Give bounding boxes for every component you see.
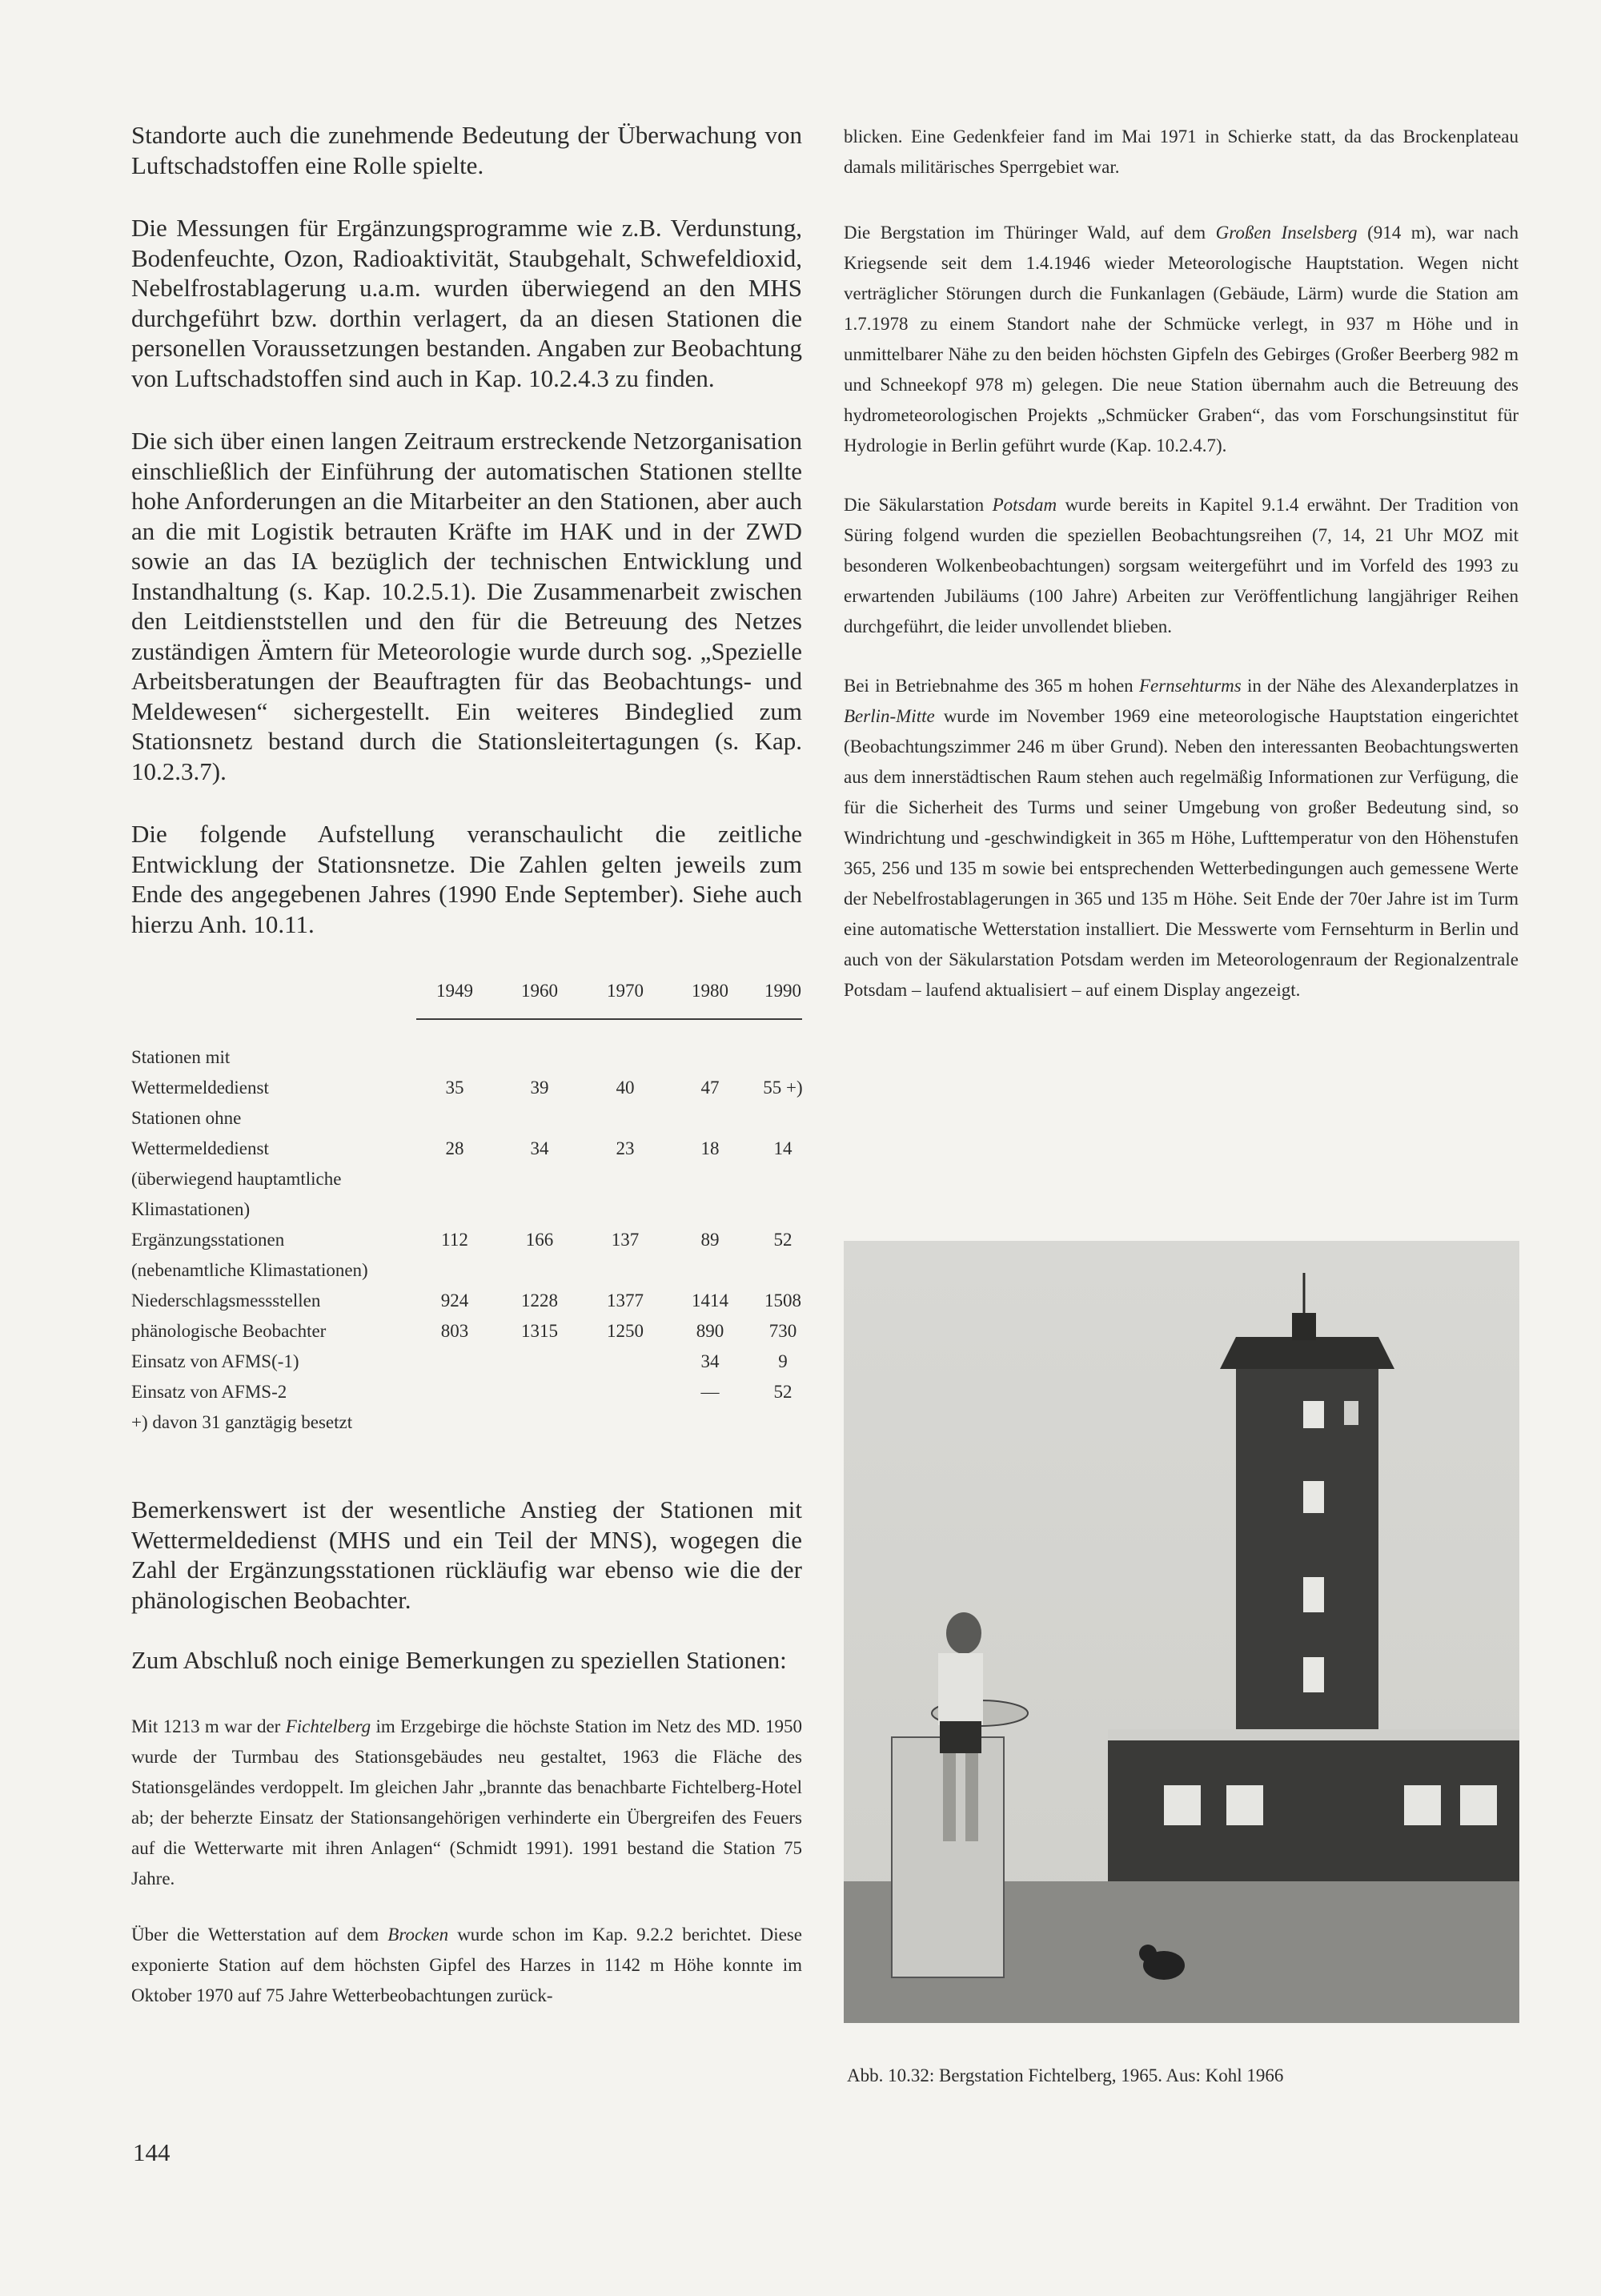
tower-window	[1303, 1577, 1324, 1612]
row-label: Einsatz von AFMS-2	[131, 1382, 287, 1402]
table-cell: 39	[530, 1078, 549, 1098]
figure-caption: Abb. 10.32: Bergstation Fichtelberg, 1965. Aus: Kohl 1966	[847, 2065, 1284, 2085]
paragraph	[131, 1712, 802, 1894]
table-cell: 166	[525, 1230, 554, 1250]
table-row	[131, 1407, 802, 1438]
text: Die Bergstation im Thüringer Wald, auf dem	[844, 223, 1216, 243]
paragraph: Bemerkenswert ist der wesentliche Anstieg der Stationen mit Wettermeldedienst (MHS und ein Teil der MNS), wogegen die Zahl der Ergänzungsstationen rückläufig war ebenso wie die der phänologischen Beobachter.	[131, 1495, 802, 1614]
table-cell: 34	[700, 1351, 720, 1371]
table-row	[131, 1103, 802, 1134]
table-row	[131, 1316, 802, 1347]
paragraph	[131, 1920, 802, 2011]
table-cell: 55 +)	[763, 1078, 803, 1098]
year-header: 1990	[764, 981, 801, 1001]
section-heading: Zum Abschluß noch einige Bemerkungen zu speziellen Stationen:	[131, 1646, 787, 1674]
paragraph	[844, 671, 1519, 1006]
row-label: Ergänzungsstationen	[131, 1230, 285, 1250]
paragraph	[844, 490, 1519, 642]
table-cell: 890	[696, 1321, 724, 1341]
left-column	[131, 120, 802, 2011]
table-cell: 1508	[764, 1290, 801, 1311]
table-row	[131, 1194, 802, 1225]
building-window	[1460, 1785, 1497, 1825]
station-name: Großen Inselsberg	[1215, 223, 1358, 243]
table-cell: 1377	[607, 1290, 644, 1311]
row-label: Stationen mit	[131, 1047, 231, 1067]
paragraph: Die folgende Aufstellung veranschaulicht die zeitliche Entwicklung der Stationsnetze. Die Zahlen gelten jeweils zum Ende des angegebenen Jahres (1990 Ende September). Siehe auch hierzu Anh. 10.11.	[131, 820, 802, 938]
row-label: phänologische Beobachter	[131, 1321, 327, 1341]
station-name: Potsdam	[992, 495, 1057, 515]
table-row	[131, 1255, 802, 1286]
table-cell: 1414	[692, 1290, 728, 1311]
table-header	[131, 981, 802, 1010]
row-label: Wettermeldedienst	[131, 1078, 269, 1098]
table-cell: 1315	[521, 1321, 558, 1341]
person-leg	[943, 1753, 956, 1841]
table-cell: 35	[445, 1078, 464, 1098]
tower-window	[1303, 1657, 1324, 1692]
tower-window	[1303, 1401, 1324, 1428]
text: in der Nähe des Alexanderplatzes in	[1241, 676, 1519, 696]
dog-head	[1139, 1945, 1157, 1962]
text: wurde im November 1969 eine meteorologische Hauptstation eingerichtet (Beobachtungszimmer 246 m über Grund). Neben den interessanten Beobachtungswerten aus dem innerstädtischen Raum stehen auch regelmäßig Informationen zur Verfügung, die für die Sicherheit des Turms und seiner Umgebung von großer Bedeutung sind, so Windrichtung und -geschwindigkeit in 365 m Höhe, Lufttemperatur von den Höhenstufen 365, 256 und 135 m sowie bei entsprechenden Wetterbedingungen auch gemessene Werte der Nebelfrostablagerungen in 365 und 135 m Höhe. Seit Ende der 70er Jahre ist im Turm eine automatische Wetterstation installiert. Die Messwerte vom Fernsehturm in Berlin und auch von der Säkularstation Potsdam werden im Meteorologenraum der Regionalzentrale Potsdam – laufend aktualisiert – auf einem Display angezeigt.	[844, 706, 1519, 1000]
row-label: (nebenamtliche Klimastationen)	[131, 1260, 368, 1280]
table-row	[131, 1164, 802, 1194]
table-cell: 9	[778, 1351, 788, 1371]
building-window	[1226, 1785, 1263, 1825]
station-table	[131, 981, 802, 1477]
table-cell: 28	[445, 1138, 464, 1158]
table-cell: 47	[700, 1078, 720, 1098]
table-cell: 40	[616, 1078, 635, 1098]
station-name: Fernsehturms	[1138, 676, 1242, 696]
table-cell: 112	[441, 1230, 468, 1250]
page-number: 144	[133, 2138, 171, 2166]
table-row	[131, 1042, 802, 1073]
row-label: Einsatz von AFMS(-1)	[131, 1351, 299, 1371]
table-row	[131, 1377, 802, 1407]
table-row	[131, 1347, 802, 1377]
table-cell: 52	[773, 1382, 792, 1402]
table-cell: 1228	[521, 1290, 558, 1311]
tower-window	[1303, 1481, 1324, 1513]
person-shirt	[938, 1653, 983, 1725]
table-cell: 14	[773, 1138, 792, 1158]
text: im Erzgebirge die höchste Station im Netz des MD. 1950 wurde der Turmbau des Stationsgebäudes neu gestaltet, 1963 die Fläche des Stationsgeländes verdoppelt. Im gleichen Jahr „brannte das benachbarte Fichtelberg-Hotel ab; der beherzte Einsatz der Stationsangehörigen verhinderte ein Übergreifen des Feuers auf die Wetterwarte mit ihren Anlagen“ (Schmidt 1991). 1991 bestand die Station 75 Jahre.	[131, 1716, 802, 1889]
building-window	[1404, 1785, 1441, 1825]
text: Über die Wetterstation auf dem	[131, 1924, 388, 1945]
person-leg	[965, 1753, 978, 1841]
text: wurde schon im Kap. 9.2.2 berichtet. Diese exponierte Station auf dem höchsten Gipfel des Harzes in 1142 m Höhe konnte im Oktober 1970 auf 75 Jahre Wetterbeobachtungen zurück-	[131, 1924, 802, 2005]
table-cell: 23	[616, 1138, 635, 1158]
table-cell: 803	[440, 1321, 469, 1341]
paragraph: Die sich über einen langen Zeitraum erstreckende Netzorganisation einschließlich der Einführung der automatischen Stationen stellte hohe Anforderungen an die Mitarbeiter an den Stationen, aber auch an die mit Logistik betrauten Kräfte im HAK und in der ZWD sowie an das IA bezüglich der technischen Entwicklung und Instandhaltung (s. Kap. 10.2.5.1). Die Zusammenarbeit zwischen den Leitdienststellen und den für die Betreuung des Netzes zuständigen Ämtern für Meteorologie wurde durch sog. „Spezielle Arbeitsberatungen der Beauftragten für das Beobachtungs- und Meldewesen“ sichergestellt. Ein weiteres Bindeglied zum Stationsnetz bestand durch die Stationsleitertagungen (s. Kap. 10.2.3.7).	[131, 427, 802, 785]
row-label: (überwiegend hauptamtliche	[131, 1169, 342, 1189]
table-cell: 52	[773, 1230, 792, 1250]
tower-roof	[1220, 1337, 1394, 1369]
row-label: Stationen ohne	[131, 1108, 242, 1128]
photo-illustration	[844, 1241, 1519, 2023]
right-column	[844, 122, 1519, 1006]
table-cell: 89	[700, 1230, 720, 1250]
row-label: Wettermeldedienst	[131, 1138, 269, 1158]
paragraph: Die Messungen für Ergänzungsprogramme wie z.B. Verdunstung, Bodenfeuchte, Ozon, Radioaktivität, Staubgehalt, Schwefeldioxid, Nebelfrostablagerung u.a.m. wurden überwiegend an den MHS durchgeführt bzw. dorthin verlagert, da an diesen Stationen die personellen Voraussetzungen bestanden. Angaben zur Beobachtung von Luftschadstoffen sind auch in Kap. 10.2.4.3 zu finden.	[131, 214, 802, 392]
paragraph: blicken. Eine Gedenkfeier fand im Mai 1971 in Schierke statt, da das Brockenplateau damals militärisches Sperrgebiet war.	[844, 126, 1519, 177]
table-cell: 730	[768, 1321, 797, 1341]
text: (914 m), war nach Kriegsende seit dem 1.4.1946 wieder Meteorologische Hauptstation. Wegen nicht verträglicher Störungen durch die Funkanlagen (Gebäude, Lärm) wurde die Station am 1.7.1978 zu einem Standort nahe der Schmücke verlegt, in 937 m Höhe und in unmittelbarer Nähe zu den beiden höchsten Gipfeln des Gebirges (Großer Beerberg 982 m und Schneekopf 978 m) gelegen. Die neue Station übernahm auch die Betreuung des hydrometeorologischen Projekts „Schmücker Graben“, das vom Forschungsinstitut für Hydrologie in Berlin geführt wurde (Kap. 10.2.4.7).	[844, 223, 1519, 456]
person-shorts	[940, 1721, 981, 1753]
tower-top-structure	[1292, 1313, 1316, 1340]
paragraph: Standorte auch die zunehmende Bedeutung der Überwachung von Luftschadstoffen eine Rolle spielte.	[131, 121, 802, 179]
tower-window	[1344, 1401, 1358, 1425]
person-head	[946, 1612, 981, 1654]
station-name: Fichtelberg	[285, 1716, 371, 1736]
year-header: 1960	[521, 981, 558, 1001]
text: wurde bereits in Kapitel 9.1.4 erwähnt. Der Tradition von Süring folgend wurden die speziellen Beobachtungsreihen (7, 14, 21 Uhr MOZ mit besonderen Wolkenbeobachtungen) sorgsam weitergeführt und im Vorfeld des 1993 zu erwartenden Jubiläums (100 Jahre) Arbeiten zur Veröffentlichung langjähriger Reihen durchgeführt, die leider unvollendet blieben.	[844, 495, 1519, 636]
year-header: 1980	[692, 981, 728, 1001]
row-label: Niederschlagsmessstellen	[131, 1290, 321, 1311]
figure-photo	[844, 1241, 1519, 2023]
text: Mit 1213 m war der	[131, 1716, 286, 1736]
table-cell: 924	[440, 1290, 469, 1311]
table-cell: —	[700, 1382, 720, 1402]
year-header: 1949	[436, 981, 473, 1001]
table-cell: 18	[700, 1138, 720, 1158]
year-header: 1970	[607, 981, 644, 1001]
text: Die Säkularstation	[844, 495, 993, 515]
row-label: Klimastationen)	[131, 1199, 251, 1219]
table-cell: 34	[530, 1138, 549, 1158]
station-name: Brocken	[387, 1924, 449, 1945]
railing	[1108, 1729, 1519, 1740]
table-row	[131, 1073, 802, 1103]
building-window	[1164, 1785, 1201, 1825]
paragraph	[844, 218, 1519, 461]
table-row	[131, 1286, 802, 1316]
table-body	[131, 1042, 802, 1438]
row-label: +) davon 31 ganztägig besetzt	[131, 1412, 353, 1432]
table-cell: 1250	[607, 1321, 644, 1341]
table-row	[131, 1225, 802, 1255]
table-cell: 137	[611, 1230, 640, 1250]
text: Bei in Betriebnahme des 365 m hohen	[844, 676, 1139, 696]
table-rule	[416, 1018, 802, 1020]
table-row	[131, 1134, 802, 1164]
station-name: Berlin-Mitte	[844, 706, 935, 726]
